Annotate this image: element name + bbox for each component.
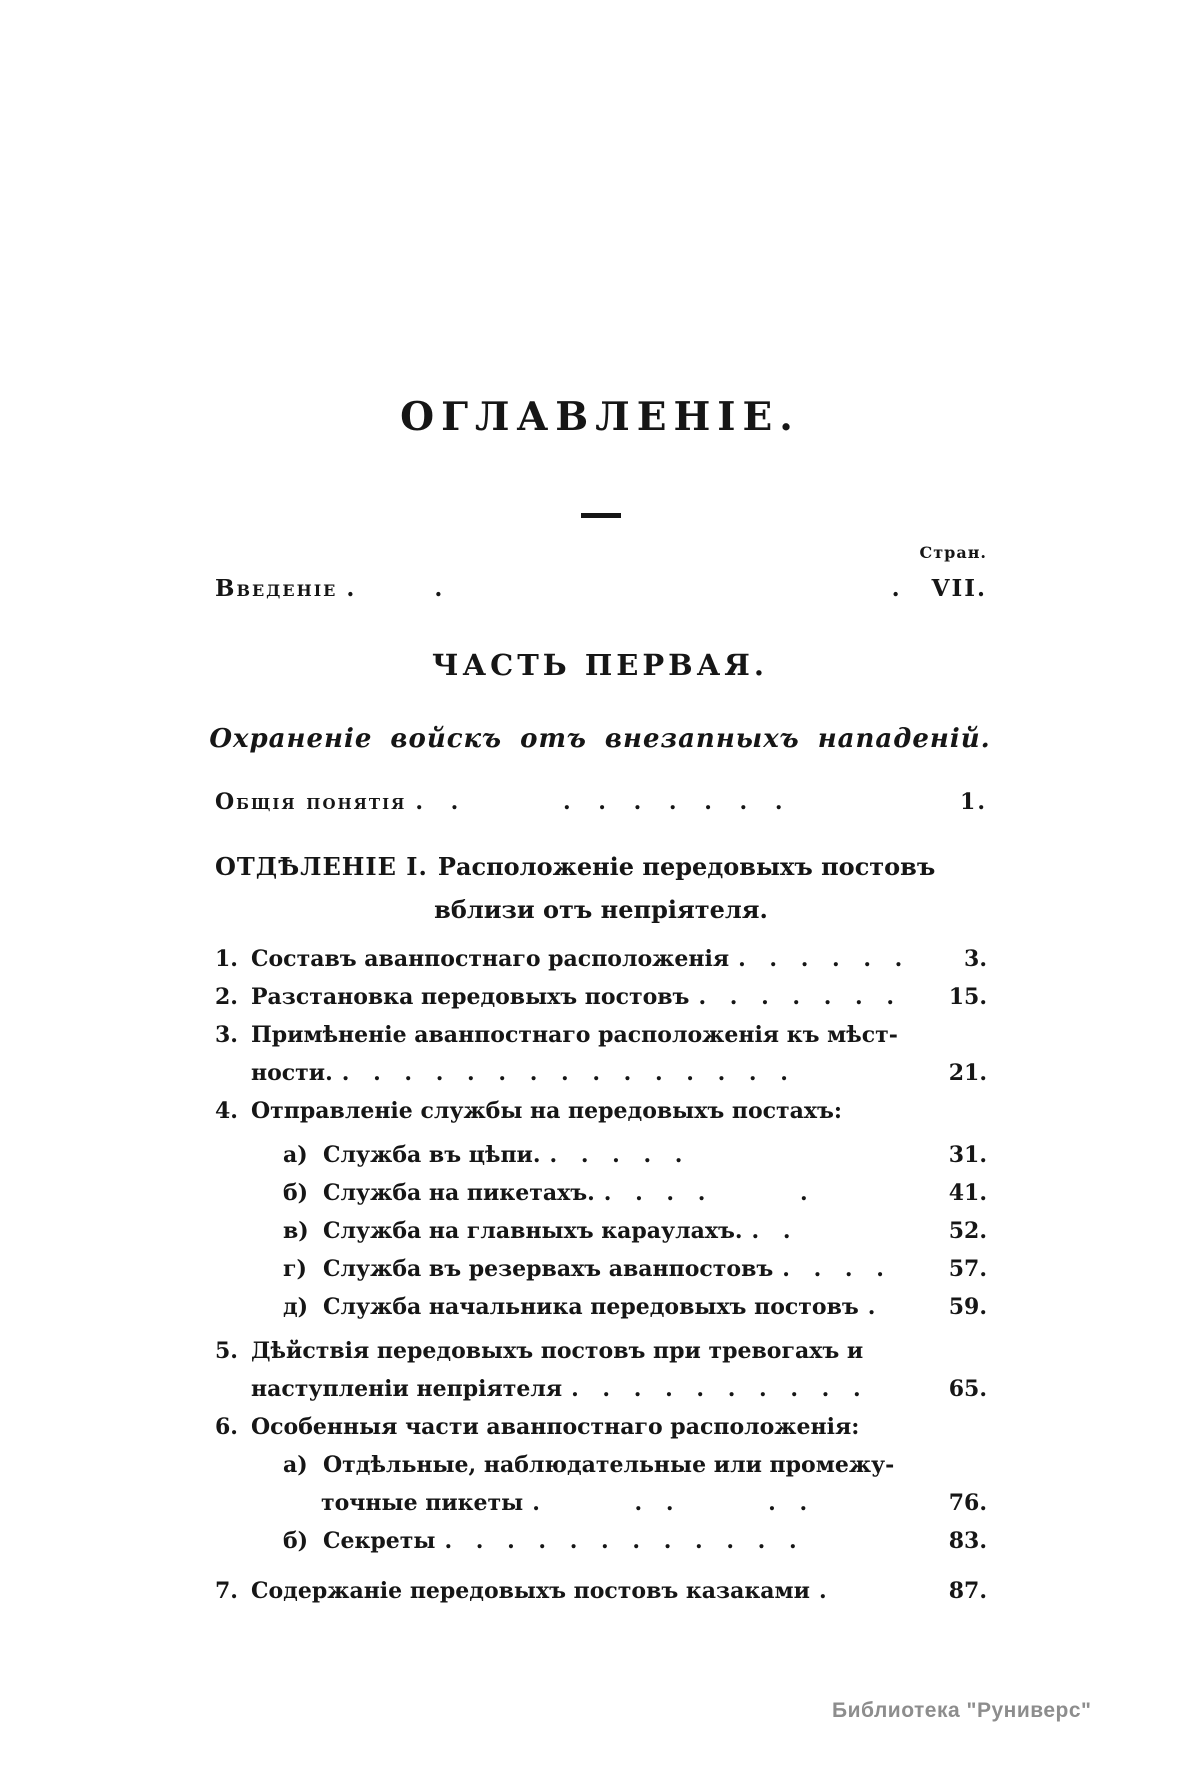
toc-subrow [215,1142,987,1180]
row-page-number: 52. [948,1218,987,1244]
row-dot-leader: . . . . . . . [698,984,895,1010]
toc-subrow [215,1528,987,1566]
section-title: Расположеніе передовыхъ постовъ [437,852,936,881]
row-label: Секреты [323,1528,436,1554]
row-page-number: 1. [960,789,987,815]
row-page-number: 41. [948,1180,987,1206]
page-title: ОГЛАВЛЕНІЕ. [400,394,800,440]
row-dot-leader: . . . . . [549,1142,683,1168]
row-label: Составъ аванпостнаго расположенія [251,946,730,972]
title-divider [581,513,621,518]
row-number: 6. [215,1414,238,1440]
row-page-number: 31. [948,1142,987,1168]
row-dot-leader: . . . . . . [738,946,903,972]
row-label: наступленіи непріятеля [251,1376,563,1402]
library-watermark: Библиотека "Руниверс" [832,1699,1092,1722]
row-marker: г) [283,1256,307,1282]
row-dot-leader: . . . . . . . . . . . . . . . [341,1060,788,1086]
row-label: Отдѣльные, наблюдательные или промежу- [323,1452,895,1478]
row-label: Примѣненіе аванпостнаго расположенія къ мѣст- [251,1022,898,1048]
page-column-header: Стран. [919,543,987,562]
row-label: Служба въ резервахъ аванпостовъ [323,1256,774,1282]
row-page-number: 3. [964,946,987,972]
toc-row [215,1022,987,1060]
row-label: Содержаніе передовыхъ постовъ казаками [251,1578,810,1604]
row-page-number: 87. [948,1578,987,1604]
toc-list [215,946,987,1616]
toc-row [215,1098,987,1136]
row-label: ности. [251,1060,333,1086]
row-marker: в) [283,1218,309,1244]
toc-subrow [215,1452,987,1490]
toc-row [215,984,987,1022]
toc-entry-general-concepts [215,789,987,815]
toc-entry-introduction [215,575,987,602]
row-page-number: 65. [948,1376,987,1402]
row-page-number: 59. [948,1294,987,1320]
row-number: 5. [215,1338,238,1364]
row-marker: б) [283,1528,309,1554]
row-dot-leader: . . [346,575,445,602]
section-title-line2: вблизи отъ непріятеля. [434,895,768,925]
row-dot-leader: . . . . [782,1256,884,1282]
part-subtitle: Охраненіе войскъ отъ внезапныхъ нападеній. [209,724,991,754]
row-page-number: 15. [948,984,987,1010]
row-label: Разстановка передовыхъ постовъ [251,984,690,1010]
row-marker: б) [283,1180,309,1206]
row-dot-leader: . [818,1578,827,1604]
row-label: Особенныя части аванпостнаго расположенія: [251,1414,860,1440]
row-page-number: 83. [948,1528,987,1554]
row-page-number: 57. [948,1256,987,1282]
toc-subrow [215,1180,987,1218]
row-marker: а) [283,1452,308,1478]
section-heading [215,851,987,925]
row-dot-leader: . . . . . [532,1490,808,1516]
row-number: 1. [215,946,238,972]
row-label: Служба начальника передовыхъ постовъ [323,1294,859,1320]
row-number: 7. [215,1578,238,1604]
toc-row [215,946,987,984]
row-label: Общія понятія [215,789,407,815]
toc-subrow [215,1294,987,1332]
toc-row-continuation [215,1060,987,1098]
row-dot-leader: . . . . . . . . . [415,789,785,815]
section-label: ОТДѢЛЕНІЕ I. [215,852,428,881]
toc-row [215,1338,987,1376]
row-dot-leader: . . . . . . . . . . [571,1376,861,1402]
row-dot-leader: . [867,1294,876,1320]
row-dot-leader: . . [751,1218,791,1244]
row-marker: д) [283,1294,309,1320]
toc-row [215,1578,987,1616]
row-page-number: . VII. [891,575,987,602]
part-heading: ЧАСТЬ ПЕРВАЯ. [432,648,768,682]
toc-subrow [215,1218,987,1256]
row-number: 4. [215,1098,238,1124]
row-page-number: 76. [948,1490,987,1516]
row-label: Отправленіе службы на передовыхъ постахъ: [251,1098,843,1124]
row-dot-leader: . . . . . . . . . . . . [444,1528,797,1554]
row-dot-leader: . . . . . [603,1180,808,1206]
toc-subrow-continuation [215,1490,987,1528]
row-label: Введеніе [215,575,338,602]
row-label: Служба на пикетахъ. [323,1180,595,1206]
row-label: точные пикеты [321,1490,524,1516]
row-marker: а) [283,1142,308,1168]
row-label: Служба на главныхъ караулахъ. [323,1218,743,1244]
row-page-number: 21. [948,1060,987,1086]
toc-subrow [215,1256,987,1294]
row-number: 2. [215,984,238,1010]
row-number: 3. [215,1022,238,1048]
row-label: Дѣйствія передовыхъ постовъ при тревогахъ и [251,1338,864,1364]
row-label: Служба въ цѣпи. [323,1142,541,1168]
toc-row [215,1414,987,1452]
toc-row-continuation [215,1376,987,1414]
